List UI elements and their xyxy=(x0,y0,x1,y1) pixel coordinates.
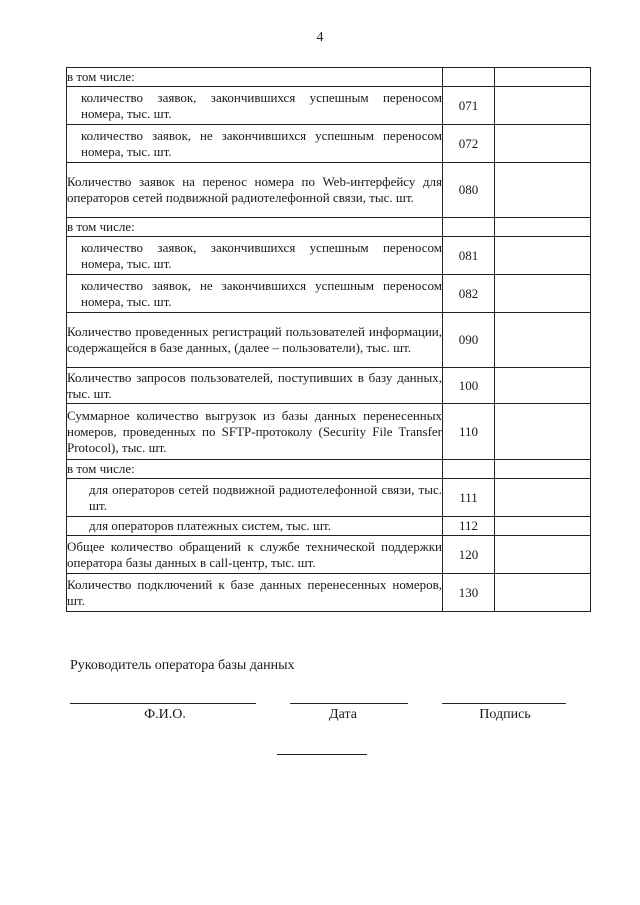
table-row xyxy=(67,87,591,125)
table-row xyxy=(67,218,591,237)
table-row xyxy=(67,368,591,404)
page-number: 4 xyxy=(316,30,324,45)
date-label: Дата xyxy=(329,707,357,722)
row-code: 120 xyxy=(443,536,495,574)
row-code: 100 xyxy=(443,368,495,404)
row-description: Суммарное количество выгрузок из базы данных перенесенных номеров, проведенных по SFTP-протоколу (Security File Transfer Protocol), тыс. шт. xyxy=(67,404,443,460)
signature-line[interactable] xyxy=(442,703,566,704)
table-row xyxy=(67,536,591,574)
row-description: Количество проведенных регистраций пользователей информации, содержащейся в базе данных, (далее – пользователи), тыс. шт. xyxy=(67,313,443,368)
row-code: 072 xyxy=(443,125,495,163)
table-row xyxy=(67,125,591,163)
table-row xyxy=(67,68,591,87)
table-row xyxy=(67,574,591,612)
table-row xyxy=(67,237,591,275)
table-row xyxy=(67,275,591,313)
row-code xyxy=(443,218,495,237)
row-description: Количество запросов пользователей, поступивших в базу данных, тыс. шт. xyxy=(67,368,443,404)
row-description: для операторов платежных систем, тыс. шт. xyxy=(67,517,443,536)
date-line[interactable] xyxy=(290,703,408,704)
row-value-cell[interactable] xyxy=(495,404,591,460)
row-value-cell[interactable] xyxy=(495,479,591,517)
row-code: 080 xyxy=(443,163,495,218)
row-code: 110 xyxy=(443,404,495,460)
row-value-cell[interactable] xyxy=(495,275,591,313)
row-value-cell[interactable] xyxy=(495,460,591,479)
row-value-cell[interactable] xyxy=(495,574,591,612)
table-row xyxy=(67,163,591,218)
table-row xyxy=(67,479,591,517)
row-value-cell[interactable] xyxy=(495,218,591,237)
report-table-body xyxy=(67,68,591,612)
row-value-cell[interactable] xyxy=(495,313,591,368)
fio-label: Ф.И.О. xyxy=(144,707,186,722)
row-value-cell[interactable] xyxy=(495,68,591,87)
row-description: количество заявок, закончившихся успешным переносом номера, тыс. шт. xyxy=(67,237,443,275)
table-row xyxy=(67,404,591,460)
row-description: Количество заявок на перенос номера по Web-интерфейсу для операторов сетей подвижной радиотелефонной связи, тыс. шт. xyxy=(67,163,443,218)
row-value-cell[interactable] xyxy=(495,517,591,536)
row-value-cell[interactable] xyxy=(495,237,591,275)
short-divider-line xyxy=(277,754,367,755)
row-code: 082 xyxy=(443,275,495,313)
report-table xyxy=(66,67,591,612)
row-code: 112 xyxy=(443,517,495,536)
fio-line[interactable] xyxy=(70,703,256,704)
row-description: в том числе: xyxy=(67,460,443,479)
row-description: количество заявок, не закончившихся успешным переносом номера, тыс. шт. xyxy=(67,125,443,163)
row-description: количество заявок, не закончившихся успешным переносом номера, тыс. шт. xyxy=(67,275,443,313)
row-description: для операторов сетей подвижной радиотелефонной связи, тыс. шт. xyxy=(67,479,443,517)
row-description: Количество подключений к базе данных перенесенных номеров, шт. xyxy=(67,574,443,612)
row-code: 081 xyxy=(443,237,495,275)
row-description: в том числе: xyxy=(67,68,443,87)
row-value-cell[interactable] xyxy=(495,163,591,218)
row-value-cell[interactable] xyxy=(495,125,591,163)
row-description: количество заявок, закончившихся успешным переносом номера, тыс. шт. xyxy=(67,87,443,125)
row-code xyxy=(443,460,495,479)
table-row xyxy=(67,313,591,368)
row-description: Общее количество обращений к службе технической поддержки оператора базы данных в call-центр, тыс. шт. xyxy=(67,536,443,574)
row-code: 071 xyxy=(443,87,495,125)
row-code: 111 xyxy=(443,479,495,517)
signature-label: Подпись xyxy=(479,707,531,722)
table-row xyxy=(67,460,591,479)
row-value-cell[interactable] xyxy=(495,536,591,574)
table-row xyxy=(67,517,591,536)
row-code: 090 xyxy=(443,313,495,368)
row-description: в том числе: xyxy=(67,218,443,237)
row-value-cell[interactable] xyxy=(495,87,591,125)
head-title: Руководитель оператора базы данных xyxy=(70,658,295,673)
row-code xyxy=(443,68,495,87)
row-code: 130 xyxy=(443,574,495,612)
row-value-cell[interactable] xyxy=(495,368,591,404)
